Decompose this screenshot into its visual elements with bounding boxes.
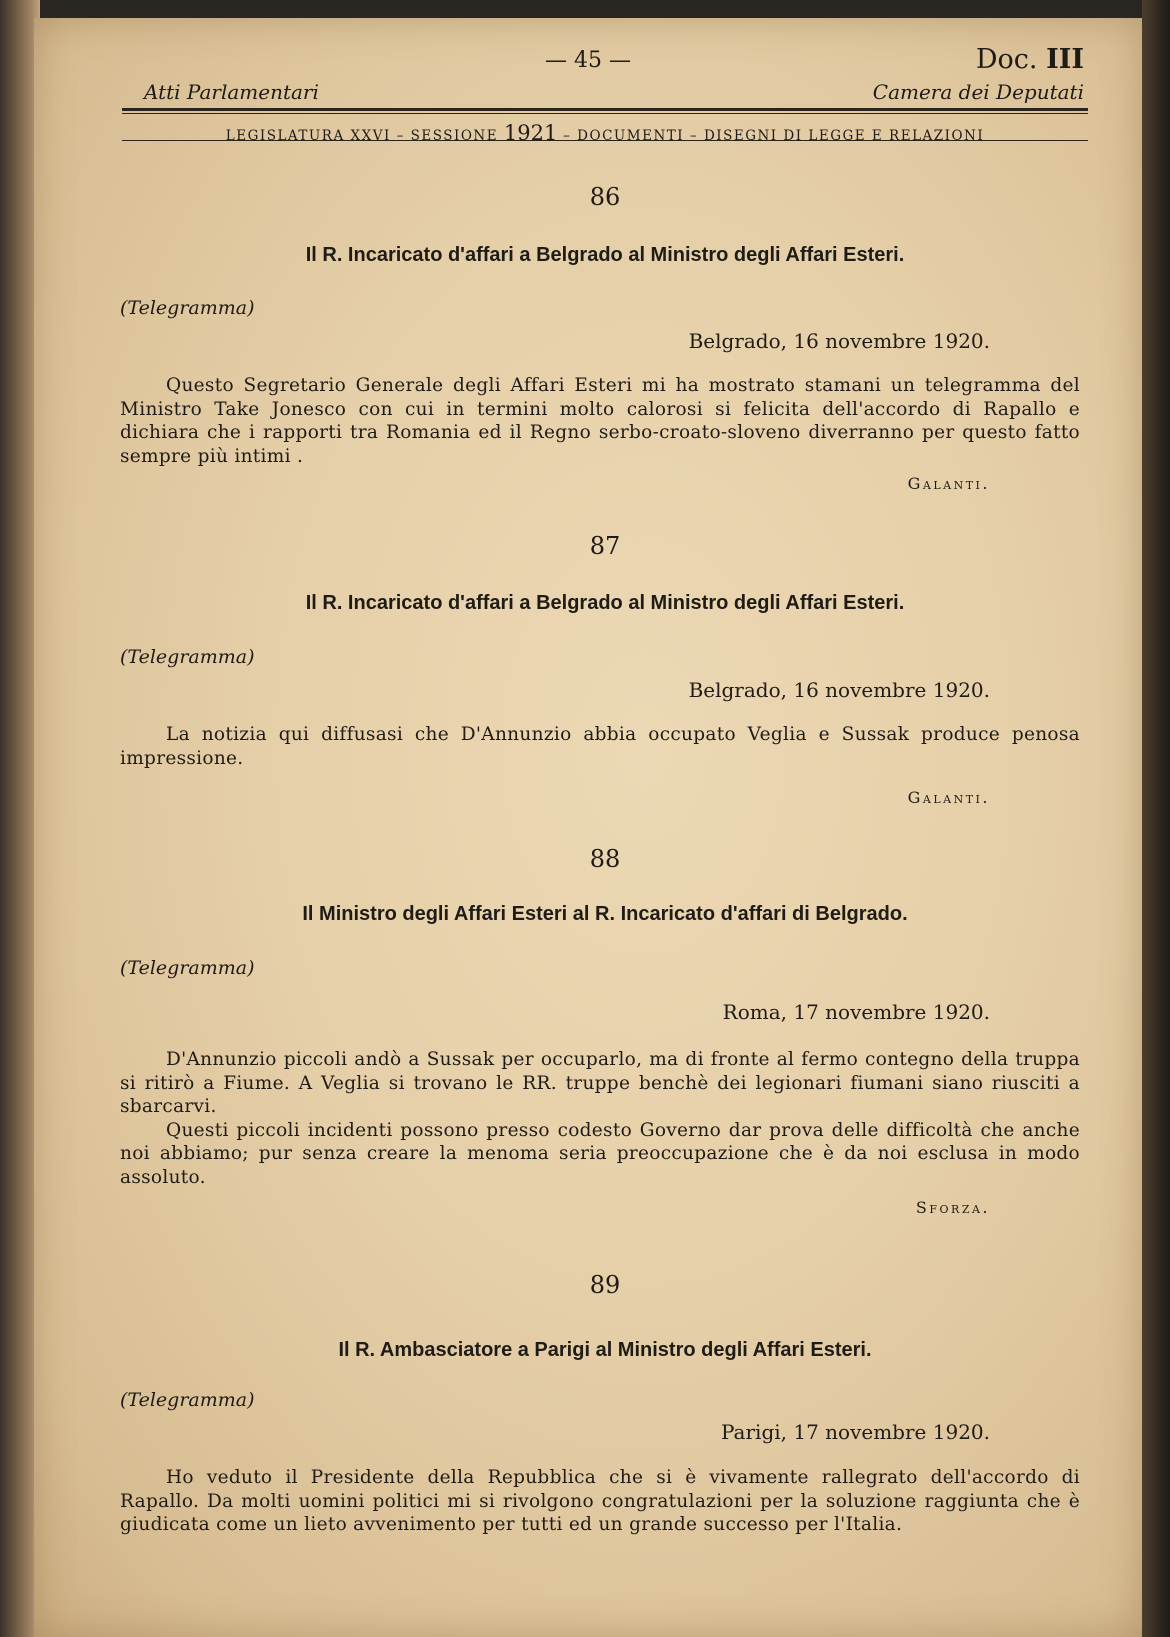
- entry-signature: Sforza.: [915, 1198, 990, 1217]
- doc-label-text: Doc.: [975, 44, 1038, 75]
- entry-body: [120, 723, 1080, 770]
- entry-signature: Galanti.: [907, 788, 990, 807]
- entry-number: 87: [589, 532, 621, 560]
- entry-type: (Telegramma): [120, 1389, 255, 1411]
- header-right-title: Camera dei Deputati: [872, 80, 1084, 104]
- entry-paragraph: D'Annunzio piccoli andò a Sussak per occuparlo, ma di fronte al fermo contegno della truppa si ritirò a Fiume. A Veglia si trovano le RR. truppe benchè dei legionari fiumani siano riusciti a sbarcarvi.: [120, 1049, 1080, 1117]
- entry-paragraph: Ho veduto il Presidente della Repubblica che si è vivamente rallegrato dell'accordo di Rapallo. Da molti uomini politici mi si rivolgono congratulazioni per la soluzione raggiunta che è giudicata come un lieto avvenimento per tutti ed un grande successo per l'Italia.: [120, 1467, 1080, 1535]
- header-rule-thin: [122, 113, 1088, 114]
- entry-paragraph: La notizia qui diffusasi che D'Annunzio abbia occupato Veglia e Sussak produce penosa impressione.: [120, 724, 1080, 769]
- entry-date: Parigi, 17 novembre 1920.: [721, 1420, 990, 1444]
- entry-number: 86: [589, 183, 621, 211]
- entry-date: Roma, 17 novembre 1920.: [722, 1000, 990, 1024]
- entry-paragraph: Questi piccoli incidenti possono presso codesto Governo dar prova delle difficoltà che anche noi abbiamo; pur senza creare la menoma seria preoccupazione che è da noi esclusa in modo assoluto.: [120, 1119, 1080, 1188]
- doc-label: [976, 44, 1084, 75]
- header-rule-thick: [122, 108, 1088, 111]
- entry-type: (Telegramma): [120, 957, 255, 979]
- entry-type: (Telegramma): [120, 646, 255, 668]
- header-rule-bottom: [122, 140, 1088, 141]
- entry-date: Belgrado, 16 novembre 1920.: [688, 678, 990, 702]
- entry-paragraph: Questo Segretario Generale degli Affari Esteri mi ha mostrato stamani un telegramma del Ministro Take Jonesco con cui in termini molto calorosi si felicita dell'accordo di Rapallo e dichiara che i rapporti tra Romania ed il Regno serbo-croato-sloveno diverranno per questo fatto sempre più intimi .: [120, 375, 1080, 467]
- page-number: — 45 —: [545, 48, 631, 73]
- entry-heading: Il R. Incaricato d'affari a Belgrado al Ministro degli Affari Esteri.: [305, 244, 905, 266]
- entry-number: 88: [589, 845, 621, 873]
- entry-heading: Il Ministro degli Affari Esteri al R. Incaricato d'affari di Belgrado.: [302, 903, 908, 925]
- header-left-title: Atti Parlamentari: [144, 80, 319, 104]
- entry-signature: Galanti.: [907, 474, 990, 493]
- entry-body: [120, 1466, 1080, 1537]
- entry-type: (Telegramma): [120, 297, 255, 319]
- entry-heading: Il R. Incaricato d'affari a Belgrado al Ministro degli Affari Esteri.: [305, 592, 905, 614]
- entry-heading: Il R. Ambasciatore a Parigi al Ministro degli Affari Esteri.: [338, 1339, 872, 1361]
- document-page: [34, 18, 1142, 1637]
- entry-date: Belgrado, 16 novembre 1920.: [688, 329, 990, 353]
- entry-body: [120, 374, 1080, 468]
- legislature-line: [34, 121, 1170, 145]
- doc-roman-numeral: III: [1046, 44, 1084, 75]
- entry-number: 89: [589, 1271, 621, 1299]
- legislature-post: – DOCUMENTI – DISEGNI DI LEGGE E RELAZIONI: [563, 128, 985, 144]
- legislature-pre: LEGISLATURA XXVI – SESSIONE: [225, 128, 499, 144]
- session-year: 1921: [503, 121, 558, 145]
- entry-body: [120, 1048, 1080, 1189]
